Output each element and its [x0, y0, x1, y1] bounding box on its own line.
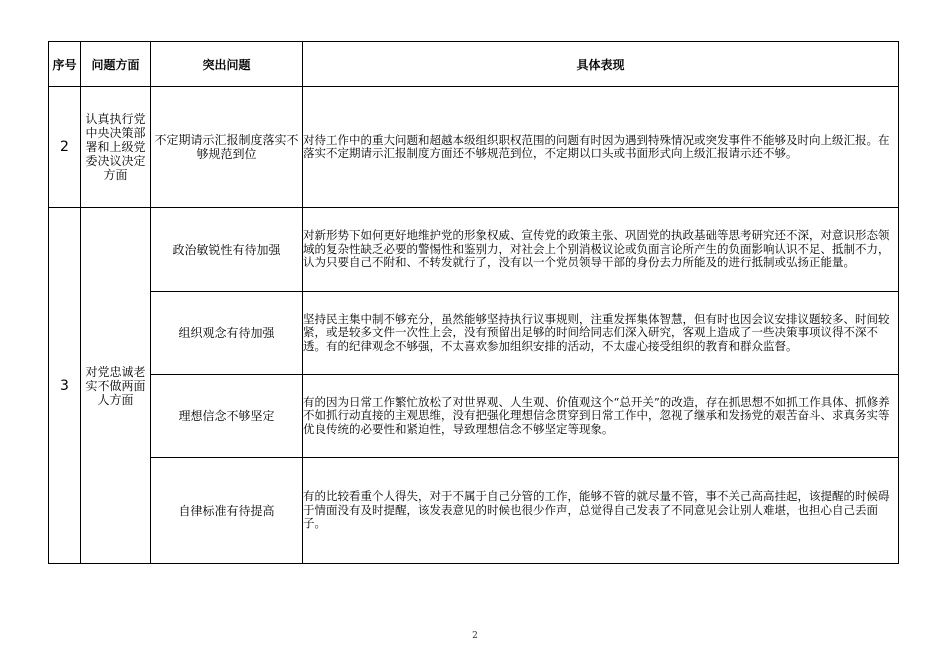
- row-issue: 不定期请示汇报制度落实不够规范到位: [151, 87, 303, 208]
- row-issue: 自律标准有待提高: [151, 458, 303, 564]
- issues-table: [48, 41, 899, 564]
- row-detail: 对新形势下如何更好地维护党的形象权威、宣传党的政策主张、巩固党的执政基础等思考研究还不深，对意识形态领域的复杂性缺乏必要的警惕性和鉴别力，对社会上个别消极议论或负面言论所产生的负面影响认识不足、抵制不力，认为只要自己不附和、不转发就行了，没有以一个党员领导干部的身份去力所能及的进行抵制或弘扬正能量。: [303, 208, 899, 292]
- header-number: 序号: [49, 42, 81, 87]
- table-row: [49, 292, 899, 375]
- row-aspect: 认真执行党中央决策部署和上级党委决议决定方面: [81, 87, 151, 208]
- row-detail: 有的比较看重个人得失，对于不属于自己分管的工作，能够不管的就尽量不管，事不关己高高挂起，该提醒的时候碍于情面没有及时提醒，该发表意见的时候也很少作声，总觉得自己发表了不同意见会让别人难堪，也担心自己丢面子。: [303, 458, 899, 564]
- row-aspect: 对党忠诚老实不做两面人方面: [81, 208, 151, 564]
- header-row: [49, 42, 899, 87]
- header-issue: 突出问题: [151, 42, 303, 87]
- table-row: [49, 458, 899, 564]
- header-detail: 具体表现: [303, 42, 899, 87]
- table-row: [49, 375, 899, 458]
- row-number: 3: [49, 208, 81, 564]
- row-detail: 有的因为日常工作繁忙放松了对世界观、人生观、价值观这个“总开关”的改造，存在抓思想不如抓工作具体、抓修养不如抓行动直接的主观思维，没有把强化理想信念贯穿到日常工作中，忽视了继承和发扬党的艰苦奋斗、求真务实等优良传统的必要性和紧迫性，导致理想信念不够坚定等现象。: [303, 375, 899, 458]
- row-issue: 政治敏锐性有待加强: [151, 208, 303, 292]
- row-number: 2: [49, 87, 81, 208]
- row-detail: 对待工作中的重大问题和超越本级组织职权范围的问题有时因为遇到特殊情况或突发事件不能够及时向上级汇报。在落实不定期请示汇报制度方面还不够规范到位，不定期以口头或书面形式向上级汇报请示还不够。: [303, 87, 899, 208]
- row-issue: 理想信念不够坚定: [151, 375, 303, 458]
- table-row: [49, 87, 899, 208]
- page-number: 2: [472, 631, 478, 641]
- row-issue: 组织观念有待加强: [151, 292, 303, 375]
- table-row: [49, 208, 899, 292]
- row-detail: 坚持民主集中制不够充分，虽然能够坚持执行议事规则，注重发挥集体智慧，但有时也因会议安排议题较多、时间较紧，或是较多文件一次性上会，没有预留出足够的时间给同志们深入研究，客观上造成了一些决策事项议得不深不透。有的纪律观念不够强，不太喜欢参加组织安排的活动，不太虚心接受组织的教育和群众监督。: [303, 292, 899, 375]
- header-aspect: 问题方面: [81, 42, 151, 87]
